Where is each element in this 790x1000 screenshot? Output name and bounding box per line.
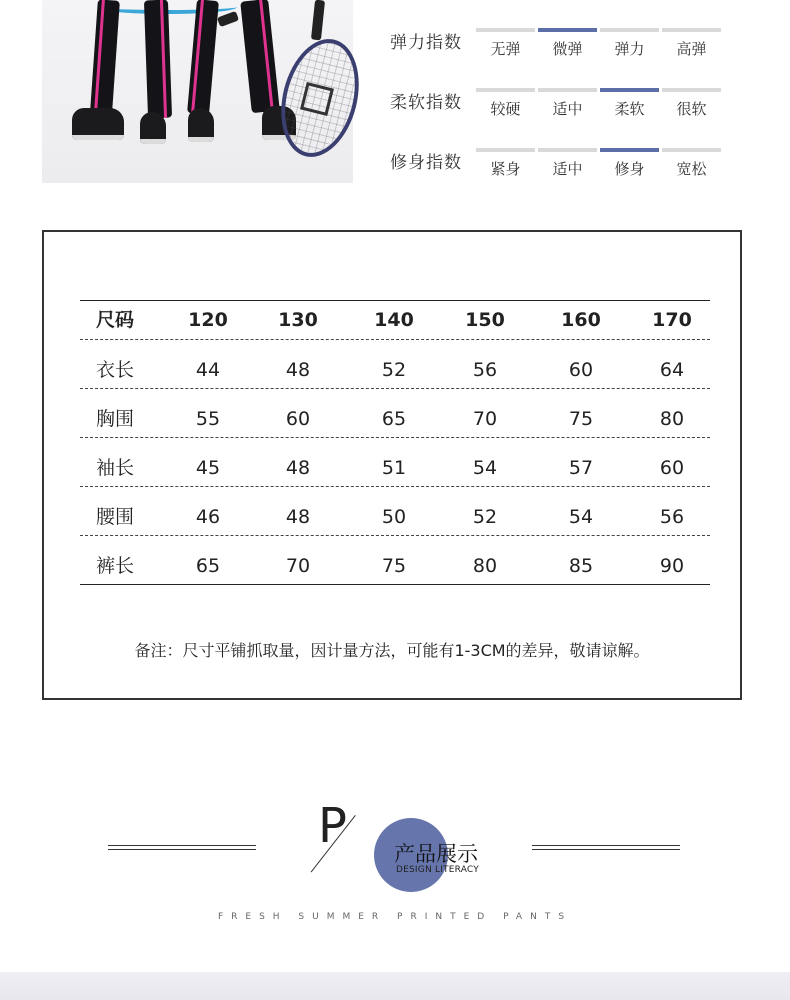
table-row (80, 438, 710, 487)
index-bar-active (600, 88, 659, 92)
elasticity-index (390, 28, 730, 68)
sneaker (188, 108, 214, 142)
section-title: 产品展示 (394, 842, 478, 866)
table-header-cell: 120 (188, 309, 228, 331)
table-cell: 60 (285, 408, 311, 430)
table-cell: 70 (472, 408, 498, 430)
table-row (80, 340, 710, 389)
next-section-band (0, 972, 790, 1000)
index-option: 很软 (676, 100, 707, 118)
index-bar (538, 148, 597, 152)
divider-left (108, 845, 256, 850)
table-cell: 54 (568, 506, 594, 528)
index-option: 高弹 (676, 40, 707, 58)
table-row (80, 487, 710, 536)
index-bar (662, 148, 721, 152)
table-header-cell: 130 (278, 309, 318, 331)
section-letter: P (318, 798, 347, 854)
pant-leg (144, 0, 172, 118)
sneaker (72, 108, 124, 140)
sneaker (140, 112, 166, 144)
table-header-row (80, 300, 710, 340)
index-bar (600, 28, 659, 32)
index-option: 修身 (614, 160, 645, 178)
table-cell: 54 (472, 457, 498, 479)
table-cell: 80 (659, 408, 685, 430)
table-row (80, 536, 710, 585)
table-cell: 46 (195, 506, 221, 528)
table-cell: 57 (568, 457, 594, 479)
section-tagline: FRESH SUMMER PRINTED PANTS (217, 912, 573, 922)
index-option: 紧身 (490, 160, 521, 178)
pant-leg (187, 0, 219, 115)
table-cell: 65 (195, 555, 221, 577)
table-cell: 51 (381, 457, 407, 479)
table-cell: 45 (195, 457, 221, 479)
index-title: 弹力指数 (390, 33, 462, 53)
racket-grip-left (217, 11, 239, 27)
table-header-cell: 170 (652, 309, 692, 331)
table-cell: 85 (568, 555, 594, 577)
table-cell: 90 (659, 555, 685, 577)
index-bar-active (600, 148, 659, 152)
index-option: 微弹 (552, 40, 583, 58)
index-bar (476, 88, 535, 92)
table-cell: 48 (285, 506, 311, 528)
index-option: 宽松 (676, 160, 707, 178)
index-bar (662, 28, 721, 32)
table-cell: 胸围 (95, 408, 134, 430)
index-option: 适中 (552, 100, 583, 118)
table-cell: 52 (472, 506, 498, 528)
table-cell: 75 (381, 555, 407, 577)
index-bar (538, 88, 597, 92)
table-cell: 80 (472, 555, 498, 577)
table-cell: 52 (381, 359, 407, 381)
table-cell: 55 (195, 408, 221, 430)
section-subtitle: DESIGN LITERACY (396, 865, 479, 875)
pant-leg (240, 0, 280, 113)
table-cell: 65 (381, 408, 407, 430)
table-cell: 腰围 (95, 506, 134, 528)
index-title: 柔软指数 (390, 93, 462, 113)
index-bar-active (538, 28, 597, 32)
index-option: 较硬 (490, 100, 521, 118)
table-cell: 56 (472, 359, 498, 381)
size-chart (42, 230, 742, 700)
index-bar (476, 148, 535, 152)
table-cell: 裤长 (95, 555, 134, 577)
table-row (80, 389, 710, 438)
table-cell: 48 (285, 359, 311, 381)
table-header-cell: 140 (374, 309, 414, 331)
table-cell: 56 (659, 506, 685, 528)
pant-leg (90, 0, 120, 113)
size-table (80, 300, 710, 585)
index-option: 弹力 (614, 40, 645, 58)
fit-index (390, 148, 730, 188)
table-cell: 60 (659, 457, 685, 479)
table-cell: 48 (285, 457, 311, 479)
index-option: 无弹 (490, 40, 521, 58)
table-cell: 衣长 (95, 359, 134, 381)
table-cell: 44 (195, 359, 221, 381)
size-note: 备注：尺寸平铺抓取量，因计量方法，可能有1-3CM的差异，敬请谅解。 (134, 641, 650, 660)
table-cell: 60 (568, 359, 594, 381)
table-header-cell: 160 (561, 309, 601, 331)
table-header-cell: 150 (465, 309, 505, 331)
index-option: 适中 (552, 160, 583, 178)
table-cell: 70 (285, 555, 311, 577)
softness-index (390, 88, 730, 128)
table-cell: 袖长 (95, 457, 134, 479)
table-cell: 75 (568, 408, 594, 430)
index-bar (662, 88, 721, 92)
table-header-cell: 尺码 (95, 309, 134, 331)
divider-right (532, 845, 680, 850)
table-cell: 50 (381, 506, 407, 528)
table-cell: 64 (659, 359, 685, 381)
index-title: 修身指数 (390, 153, 462, 173)
index-bar (476, 28, 535, 32)
index-option: 柔软 (614, 100, 645, 118)
